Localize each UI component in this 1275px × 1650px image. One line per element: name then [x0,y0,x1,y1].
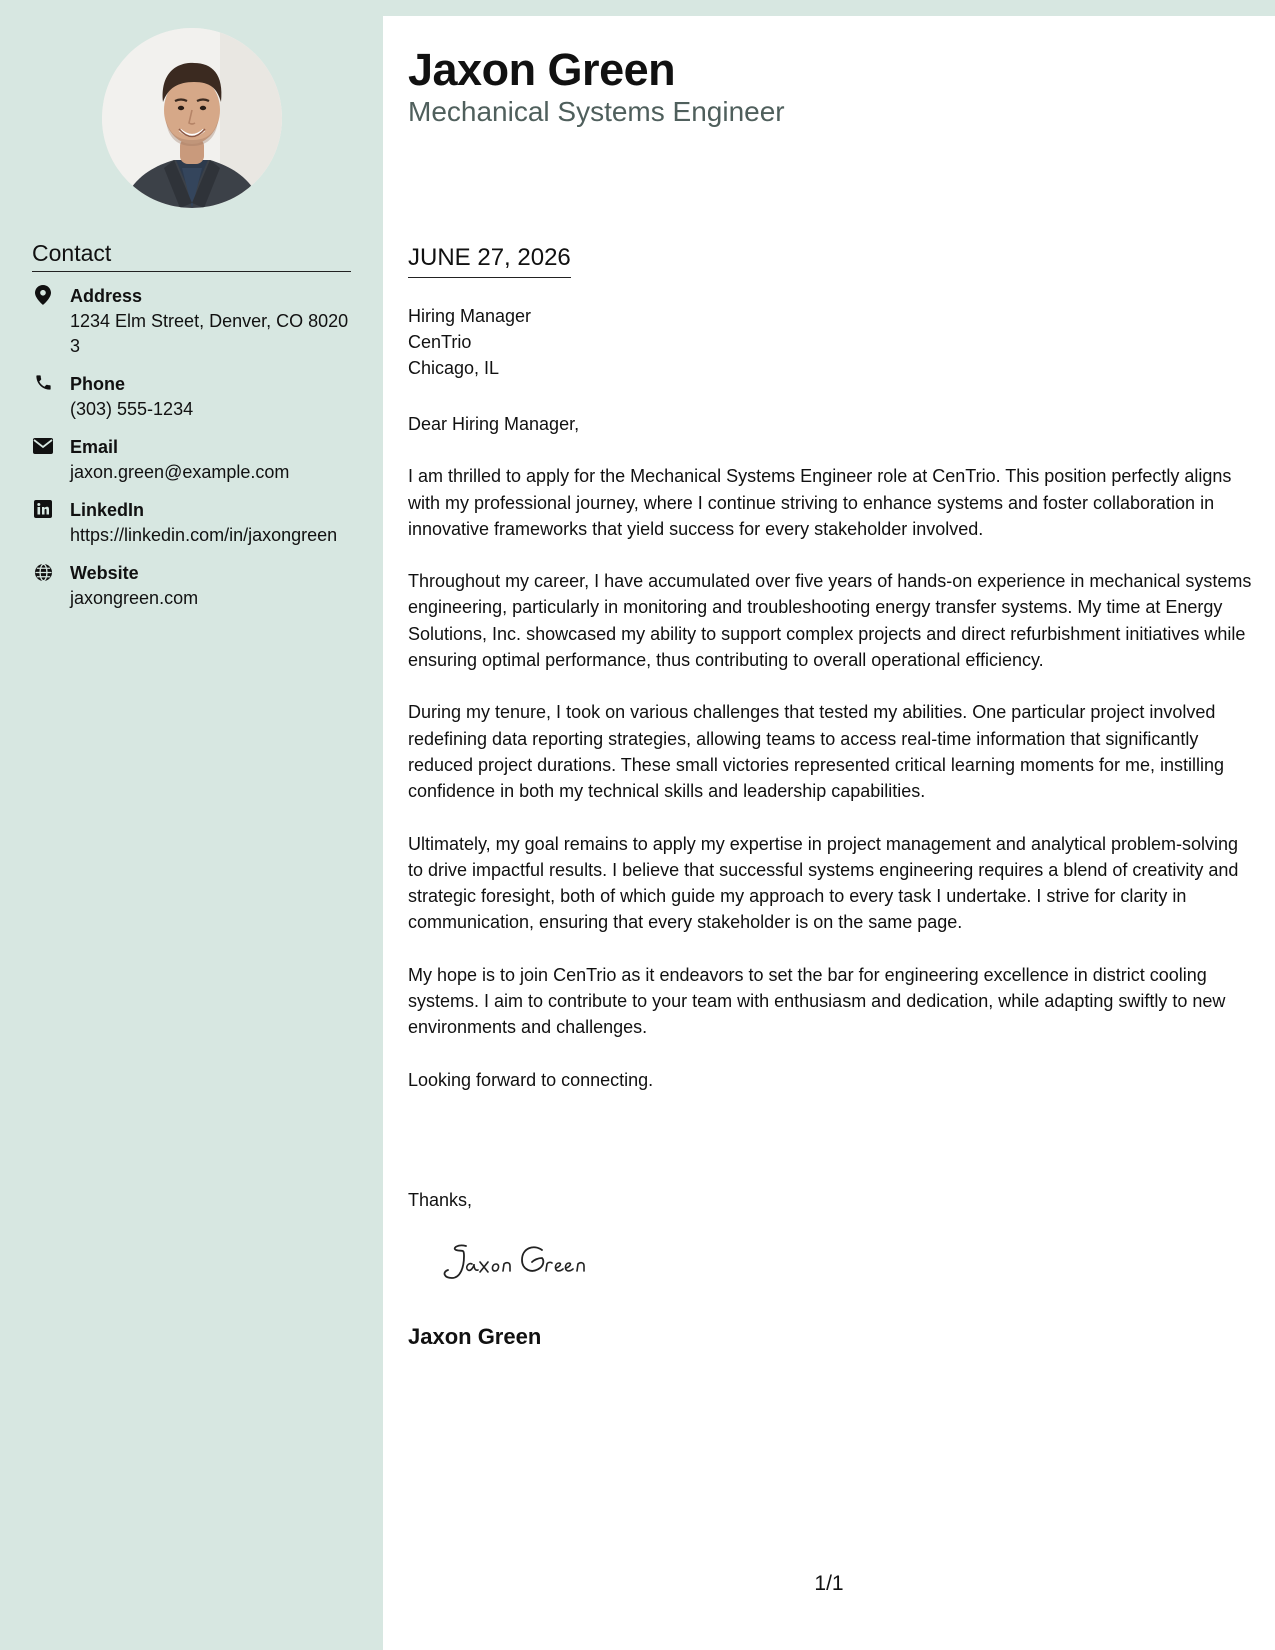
recipient-block [408,303,531,381]
profile-photo-illustration [102,28,282,208]
profile-photo [102,28,282,208]
recipient-line: Hiring Manager [408,306,532,326]
letter-date: JUNE 27, 2026 [408,244,571,278]
envelope-icon [32,436,54,458]
body-paragraph: Ultimately, my goal remains to apply my expertise in project management and analytical problem-solving to drive impactful results. I believe that successful systems engineering requires a blend of creativity and strategic foresight, both of which guide my approach to every task I undertake. I strive for clarity in communication, ensuring that every stakeholder is on the same page. [408,833,1239,933]
signed-name: Jaxon Green [408,1324,542,1349]
email-link[interactable]: jaxon.green@example.com [70,462,290,482]
contact-list [32,284,352,624]
recipient-line: CenTrio [408,332,472,352]
phone-link[interactable]: (303) 555-1234 [70,399,194,419]
letter-page [383,16,1275,1650]
handwritten-signature [438,1238,638,1293]
contact-address [32,284,352,359]
body-paragraph: My hope is to join CenTrio as it endeavors to set the bar for engineering excellence in district cooling systems. I aim to contribute to your team with enthusiasm and dedication, while adapting swiftly to new environments and challenges. [408,964,1226,1038]
contact-label: Website [70,563,139,583]
contact-phone [32,372,352,422]
applicant-name: Jaxon Green [408,44,676,95]
page-number: 1/1 [814,1572,844,1595]
salutation: Dear Hiring Manager, [408,414,580,434]
phone-icon [32,373,54,395]
website-link[interactable]: jaxongreen.com [70,588,199,608]
map-pin-icon [32,285,54,307]
contact-email [32,435,352,485]
letter-body [408,411,1256,1119]
contact-label: Email [70,437,119,457]
linkedin-icon [32,499,54,521]
contact-label: Address [70,286,143,306]
sidebar [0,0,383,1650]
job-title: Mechanical Systems Engineer [408,96,785,127]
contact-label: LinkedIn [70,500,145,520]
contact-value: 1234 Elm Street, Denver, CO 80203 [70,311,349,356]
recipient-line: Chicago, IL [408,358,500,378]
linkedin-link[interactable]: https://linkedin.com/in/jaxongreen [70,525,338,545]
body-paragraph: Looking forward to connecting. [408,1069,654,1090]
body-paragraph: During my tenure, I took on various challenges that tested my abilities. One particular project involved redefining data reporting strategies, allowing teams to access real-time information that significantly reduced project durations. These small victories represented critical learning moments for me, instilling confidence in both my technical skills and leadership capabilities. [408,702,1225,802]
contact-heading: Contact [32,240,351,272]
contact-label: Phone [70,374,126,394]
body-paragraph: Throughout my career, I have accumulated over five years of hands-on experience in mechanical systems engineering, particularly in monitoring and troubleshooting energy transfer systems. My time at Energy Solutions, Inc. showcased my ability to support complex projects and direct refurbishment initiatives while ensuring optimal performance, thus contributing to overall operational efficiency. [408,571,1252,671]
closing: Thanks, [408,1190,473,1210]
contact-linkedin [32,498,352,548]
contact-website [32,561,352,611]
body-paragraph: I am thrilled to apply for the Mechanical Systems Engineer role at CenTrio. This position perfectly aligns with my professional journey, where I continue striving to enhance systems and foster collaboration in innovative frameworks that yield success for every stakeholder involved. [408,466,1232,539]
globe-icon [32,562,54,584]
